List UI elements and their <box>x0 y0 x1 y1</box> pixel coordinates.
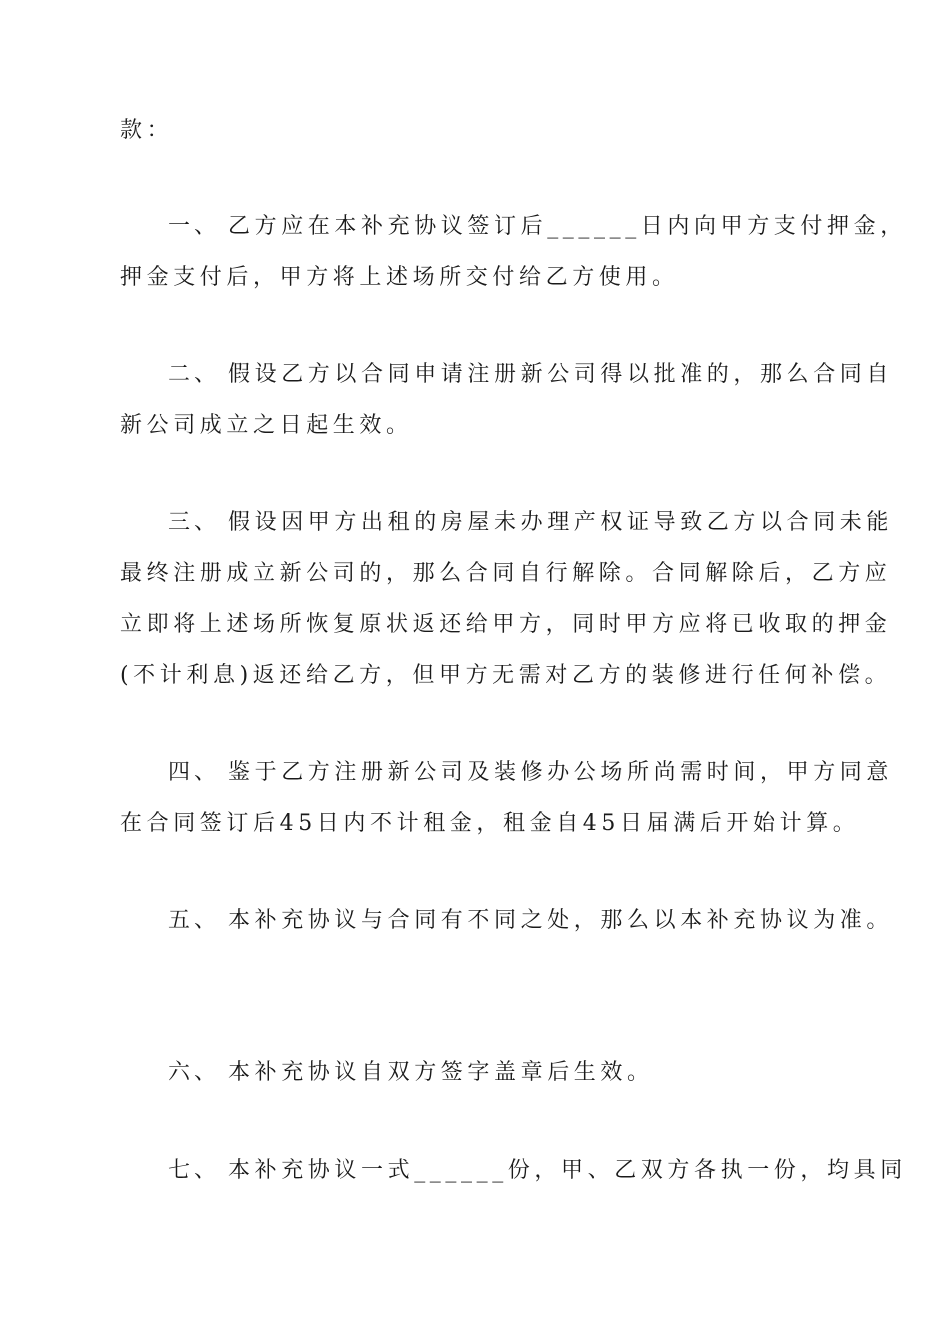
paragraph-line: 款： <box>120 118 174 143</box>
paragraph-line: 最终注册成立新公司的，那么合同自行解除。合同解除后，乙方应 <box>120 561 892 586</box>
clause-text: 本补充协议与合同有不同之处，那么以本补充协议为准。 <box>228 908 894 933</box>
paragraph-line: (不计利息)返还给乙方，但甲方无需对乙方的装修进行任何补偿。 <box>120 663 892 688</box>
paragraph-line: 新公司成立之日起生效。 <box>120 413 413 438</box>
clause-number: 七、 <box>168 1158 221 1183</box>
clause-number: 三、 <box>168 510 221 535</box>
paragraph-line: 立即将上述场所恢复原状返还给甲方，同时甲方应将已收取的押金 <box>120 612 892 637</box>
clause-2-line <box>168 360 894 390</box>
clause-7-line <box>168 1156 907 1186</box>
clause-number: 五、 <box>168 908 221 933</box>
clause-text: 本补充协议自双方签字盖章后生效。 <box>228 1060 654 1085</box>
paragraph-line: 在合同签订后45日内不计租金，租金自45日届满后开始计算。 <box>120 811 860 836</box>
clause-text: 鉴于乙方注册新公司及装修办公场所尚需时间，甲方同意 <box>228 760 894 785</box>
clause-text: 假设因甲方出租的房屋未办理产权证导致乙方以合同未能 <box>228 510 894 535</box>
clause-6-line <box>168 1058 840 1088</box>
clause-5-line <box>168 906 894 936</box>
clause-number: 一、 <box>168 214 221 239</box>
clause-text: 本补充协议一式______份，甲、乙双方各执一份，均具同 <box>228 1158 907 1183</box>
clause-3-line <box>168 508 894 538</box>
clause-number: 六、 <box>168 1060 221 1085</box>
clause-1-line <box>168 212 907 242</box>
clause-4-line <box>168 758 894 788</box>
clause-text: 乙方应在本补充协议签订后______日内向甲方支付押金， <box>228 214 907 239</box>
clause-number: 四、 <box>168 760 221 785</box>
clause-text: 假设乙方以合同申请注册新公司得以批准的，那么合同自 <box>228 362 894 387</box>
clause-number: 二、 <box>168 362 221 387</box>
paragraph-line: 押金支付后，甲方将上述场所交付给乙方使用。 <box>120 265 679 290</box>
